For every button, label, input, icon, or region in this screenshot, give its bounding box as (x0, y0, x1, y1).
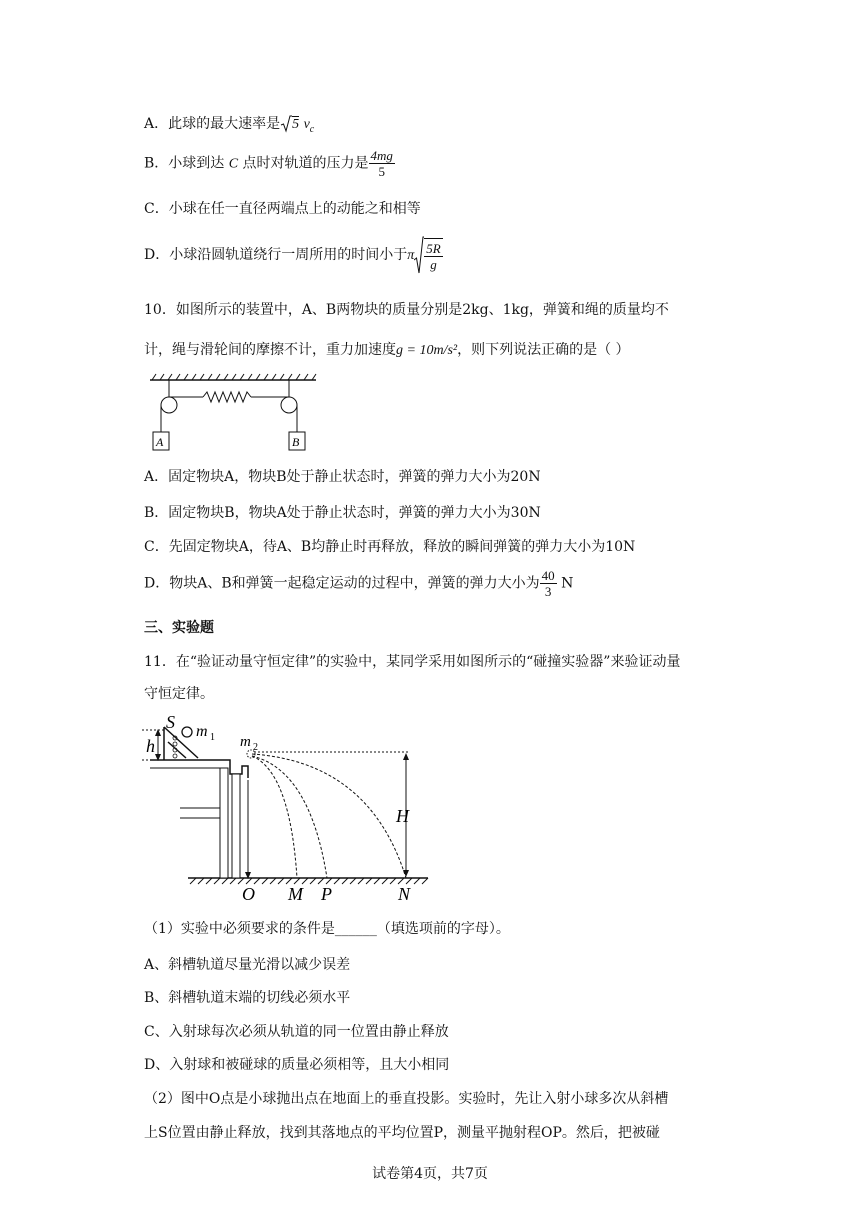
option-text: D．小球沿圆轨道绕行一周所用的时间小于 (144, 247, 408, 263)
label-m: M (288, 884, 303, 904)
stem-text-end: ，则下列说法正确的是（ ） (457, 342, 630, 358)
label-m1: m (196, 723, 208, 740)
block-a-label: A (156, 435, 164, 449)
numerator: 5R (426, 241, 441, 256)
label-p: P (321, 884, 332, 904)
pi-symbol: π (407, 248, 415, 263)
q10-stem-line1: 10．如图所示的装置中，A、B两物块的质量分别是2kg、1kg，弹簧和绳的质量均不 (144, 302, 669, 318)
ground-hatch (190, 878, 428, 884)
fraction (540, 568, 557, 599)
pulley-spring-diagram (148, 372, 318, 454)
trajectory-n (252, 754, 406, 878)
q11-option-d: D、入射球和被碰球的质量必须相等，且大小相同 (144, 1057, 450, 1073)
q9-option-c: C．小球在任一直径两端点上的动能之和相等 (144, 201, 421, 217)
q11-option-b: B、斜槽轨道末端的切线必须水平 (144, 990, 351, 1006)
q10-stem-line2 (144, 339, 630, 359)
sqrt-symbol (280, 115, 292, 133)
label-h: h (146, 736, 155, 756)
trajectory-m (252, 756, 297, 878)
q10-option-c: C．先固定物块A，待A、B均静止时再释放，释放的瞬间弹簧的弹力大小为10N (144, 539, 636, 555)
q11-part2-line2: 上S位置由静止释放，找到其落地点的平均位置P，测量平抛射程OP。然后，把被碰 (144, 1125, 660, 1141)
gravity-expression: g = 10m/s² (396, 343, 458, 358)
label-s: S (166, 712, 175, 732)
option-text: A．此球的最大速率是 (144, 116, 281, 132)
sqrt-symbol (414, 236, 424, 274)
block-b-label: B (292, 435, 300, 449)
point-c: C (228, 156, 239, 172)
numerator: 40 (541, 568, 555, 583)
velocity-sub: c (309, 123, 315, 135)
section-heading: 三、实验题 (144, 620, 214, 636)
denominator: 5 (378, 164, 385, 179)
ceiling-hatch (152, 374, 316, 380)
sqrt-arg: 5 (292, 117, 300, 132)
pulley-left (161, 397, 177, 413)
trajectory-p (252, 756, 327, 878)
q11-part1: （1）实验中必须要求的条件是______（填选项前的字母）。 (144, 921, 510, 937)
option-text: D．物块A、B和弹簧一起稳定运动的过程中，弹簧的弹力大小为 (144, 575, 540, 592)
fraction (369, 148, 395, 179)
q10-option-a: A．固定物块A，物块B处于静止状态时，弹簧的弹力大小为20N (144, 469, 541, 485)
collision-apparatus-diagram (140, 712, 430, 904)
denominator: 3 (544, 584, 552, 599)
stem-text: 计，绳与滑轮间的摩擦不计，重力加速度 (144, 342, 396, 358)
ball-m1 (182, 727, 192, 737)
q11-option-c: C、入射球每次必须从轨道的同一位置由静止释放 (144, 1024, 449, 1040)
label-m2-sub: 2 (253, 742, 258, 753)
spring (203, 392, 251, 402)
q11-option-a: A、斜槽轨道尽量光滑以减少误差 (144, 957, 351, 973)
q9-option-a (144, 113, 314, 135)
page-footer: 试卷第4页，共7页 (372, 1166, 488, 1182)
q10-option-b: B．固定物块B，物块A处于静止状态时，弹簧的弹力大小为30N (144, 505, 541, 521)
numerator: 4mg (370, 148, 393, 163)
option-text-mid: 点时对轨道的压力是 (242, 155, 369, 172)
table-leg-right (232, 774, 240, 878)
table-leg-left (220, 768, 228, 878)
q11-stem-line2: 守恒定律。 (144, 686, 214, 702)
q11-part2-line1: （2）图中O点是小球抛出点在地面上的垂直投影。实验时，先让入射小球多次从斜槽 (144, 1091, 669, 1107)
label-m1-sub: 1 (210, 732, 215, 743)
label-o: O (242, 884, 255, 904)
velocity-var: v (303, 117, 310, 132)
unit: N (561, 575, 574, 592)
q9-option-d (144, 236, 443, 274)
option-text: B．小球到达 (144, 155, 225, 172)
q11-stem-line1: 11．在“验证动量守恒定律”的实验中，某同学采用如图所示的“碰撞实验器”来验证动量 (144, 654, 681, 670)
denominator: g (430, 257, 437, 272)
q10-option-d (144, 568, 573, 599)
label-m2: m (240, 734, 251, 750)
q9-option-b (144, 148, 395, 179)
fraction (424, 238, 442, 272)
label-n: N (398, 884, 411, 904)
label-H: H (396, 806, 409, 826)
pulley-right (281, 397, 297, 413)
